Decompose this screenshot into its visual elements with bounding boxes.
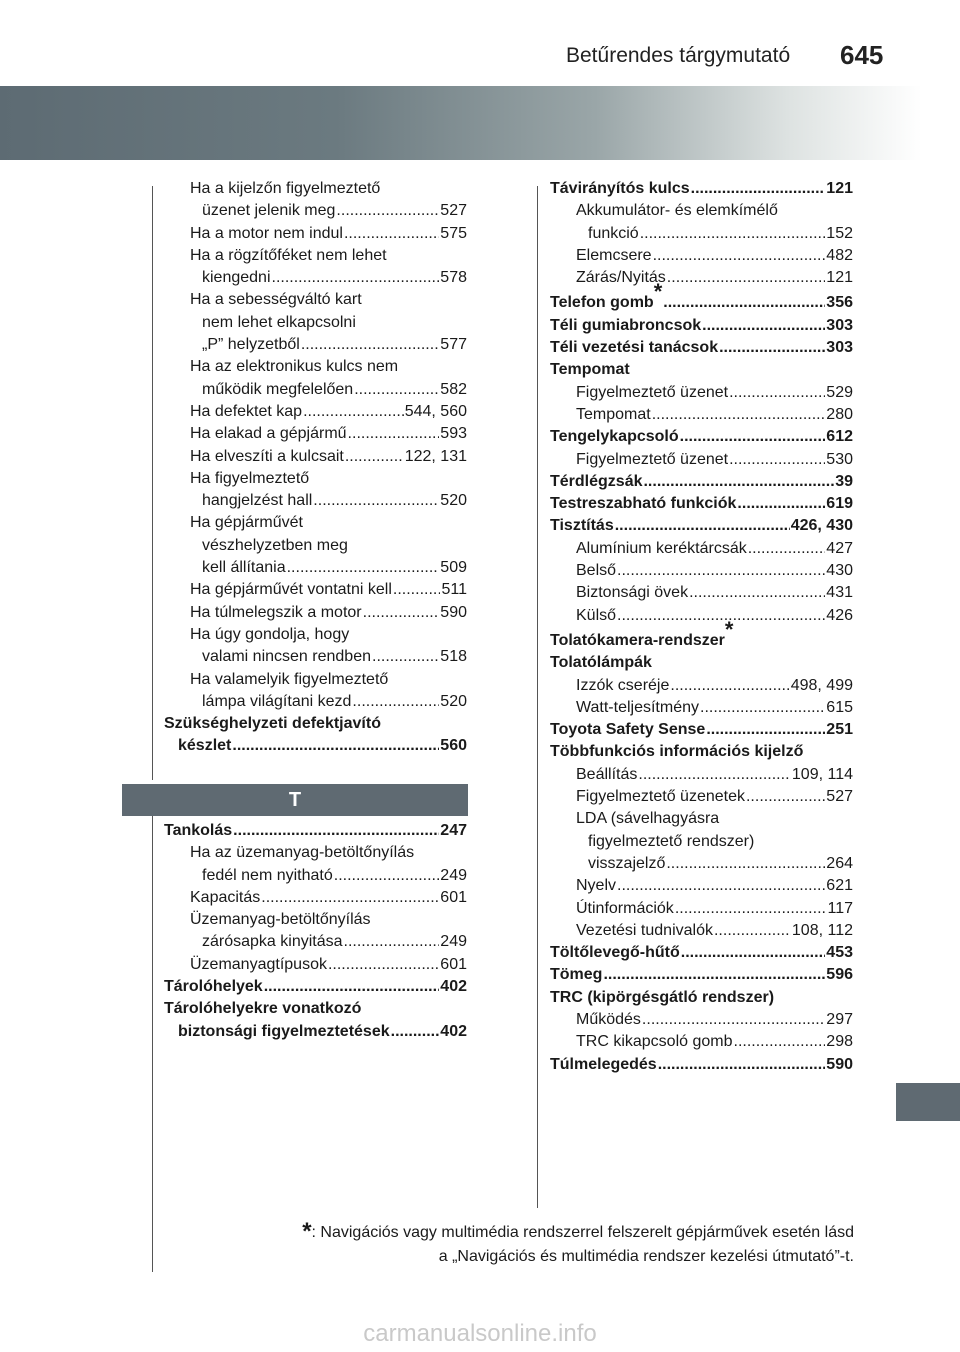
index-entry (550, 719, 853, 741)
dot-leader (663, 292, 825, 314)
index-entry (550, 987, 853, 1009)
index-entry-page: 297 (826, 1010, 853, 1028)
index-entry (550, 964, 853, 986)
index-entry (164, 735, 467, 757)
index-entry-page: 426, 430 (790, 517, 853, 535)
index-entry (550, 538, 853, 560)
index-entry-page: 527 (826, 788, 853, 806)
footnote-line-2 (439, 1248, 854, 1266)
index-entry (164, 669, 467, 691)
index-entry-text: lámpa világítani kezd (202, 692, 352, 710)
dot-leader (642, 1009, 825, 1031)
index-entry (164, 557, 467, 579)
dot-leader (334, 865, 440, 887)
index-entry-text: Tankolás (164, 822, 233, 839)
dot-leader (617, 560, 825, 582)
index-entry (550, 426, 853, 448)
dot-leader (264, 976, 440, 998)
index-entry-page: 356 (826, 294, 853, 312)
index-entry-text: Ha a kijelzőn figyelmeztető (190, 180, 381, 197)
index-entry-text: Tisztítás (550, 517, 614, 535)
index-entry-text: Figyelmeztető üzenet (576, 450, 729, 468)
index-entry-text: valami nincsen rendben (202, 648, 371, 666)
index-entry (164, 713, 467, 735)
footnote-reference-mark: * (653, 279, 663, 305)
index-entry (164, 976, 467, 998)
index-entry-page: 303 (826, 339, 853, 357)
index-entry-text: nem lehet elkapcsolni (202, 313, 356, 331)
index-entry-page: 431 (826, 584, 853, 602)
index-entry (550, 1031, 853, 1053)
dot-leader (702, 315, 825, 337)
page-number: 645 (840, 40, 884, 70)
index-entry-page: 498, 499 (790, 676, 853, 694)
index-entry-text: Ha túlmelegszik a motor (190, 603, 362, 621)
header-band (0, 86, 960, 160)
dot-leader (729, 449, 825, 471)
index-entry (550, 764, 853, 786)
index-entry-text: Figyelmeztető üzenetek (576, 788, 745, 806)
index-entry (164, 535, 467, 557)
dot-leader (301, 334, 439, 356)
index-entry-text: Térdlégzsák (550, 472, 643, 490)
index-entry-text: Ha elveszíti a kulcsait (190, 447, 344, 465)
index-entry (550, 382, 853, 404)
index-entry-page: 601 (440, 955, 467, 973)
dot-leader (680, 426, 826, 448)
index-entry-page: 520 (440, 692, 467, 710)
index-entry-text: Ha valamelyik figyelmeztető (190, 670, 389, 688)
index-entry (164, 865, 467, 887)
index-entry-text: Külső (576, 606, 617, 624)
index-entry-page: 249 (440, 866, 467, 884)
center-column-rule (537, 186, 538, 1208)
index-entry (550, 359, 853, 381)
index-entry (164, 579, 467, 601)
dot-leader (617, 875, 825, 897)
index-entry-text: visszajelző (588, 854, 666, 872)
index-entry-text: Tárolóhelyek (164, 978, 263, 996)
index-entry-page: 590 (826, 1055, 853, 1073)
index-entry-text: TRC (kipörgésgátló rendszer) (550, 988, 775, 1006)
dot-leader (603, 964, 825, 986)
index-entry-text: Működés (576, 1010, 641, 1028)
index-entry (550, 675, 853, 697)
index-entry-page: 619 (826, 495, 853, 513)
index-entry (164, 446, 467, 468)
index-entry-text: biztonsági figyelmeztetések (178, 1022, 390, 1040)
index-entry (550, 831, 853, 853)
index-entry-text: Ha elakad a gépjármű (190, 425, 347, 443)
index-entry-page: 530 (826, 450, 853, 468)
index-entry (550, 560, 853, 582)
index-entry-text: Alumínium keréktárcsák (576, 539, 747, 557)
index-entry (550, 605, 853, 627)
index-entry (164, 512, 467, 534)
index-entry (164, 490, 467, 512)
dot-leader (261, 887, 439, 909)
index-entry-text: Kapacitás (190, 888, 261, 906)
dot-leader (706, 719, 825, 741)
index-entry (164, 312, 467, 334)
index-entry-text: Testreszabható funkciók (550, 495, 737, 513)
index-entry (164, 178, 467, 200)
index-entry-text: Figyelmeztető üzenet (576, 383, 729, 401)
dot-leader (344, 931, 440, 953)
dot-leader (689, 582, 825, 604)
index-entry-text: Téli gumiabroncsok (550, 316, 702, 334)
index-entry (164, 646, 467, 668)
index-entry-page: 578 (440, 269, 467, 287)
index-entry (550, 267, 853, 289)
dot-leader (328, 954, 439, 976)
dot-leader (675, 898, 827, 920)
index-entry (164, 624, 467, 646)
index-entry (550, 808, 853, 830)
index-entry-text: Vezetési tudnivalók (576, 921, 713, 939)
index-entry-page: 298 (826, 1033, 853, 1051)
index-entry (550, 404, 853, 426)
index-entry (550, 449, 853, 471)
index-entry (164, 909, 467, 931)
left-column-rule (152, 186, 153, 780)
index-entry (164, 423, 467, 445)
dot-leader (348, 423, 440, 445)
chapter-side-tab (896, 1083, 960, 1121)
index-entry-text: Távirányítós kulcs (550, 180, 690, 197)
index-entry-text: figyelmeztető rendszer) (588, 832, 755, 850)
index-entry-page: 117 (827, 899, 853, 917)
index-entry-page: 560 (440, 737, 467, 755)
index-entry (550, 493, 853, 515)
section-title: Betűrendes tárgymutató (566, 44, 791, 67)
index-entry-text: Ha defektet kap (190, 402, 303, 420)
dot-leader (393, 579, 441, 601)
dot-leader (666, 853, 825, 875)
footnote-reference-mark: * (724, 616, 734, 642)
index-entry-page: 303 (826, 316, 853, 334)
watermark: carmanualsonline.info (363, 1320, 597, 1347)
index-entry (550, 697, 853, 719)
index-entry (550, 223, 853, 245)
index-entry-text: Üzemanyag-betöltőnyílás (190, 911, 371, 929)
index-entry-text: Ha az elektronikus kulcs nem (190, 358, 399, 376)
dot-leader (336, 200, 439, 222)
dot-leader (372, 646, 439, 668)
index-entry-text: kell állítania (202, 559, 286, 577)
index-entry-page: 249 (440, 933, 467, 951)
index-entry-page: 590 (440, 603, 467, 621)
index-entry-text: Többfunkciós információs kijelző (550, 743, 804, 761)
index-entry-text: Ha a sebességváltó kart (190, 291, 362, 309)
dot-leader (748, 538, 826, 560)
dot-leader (734, 1031, 826, 1053)
dot-leader (352, 691, 439, 713)
index-entry-page: 402 (440, 978, 467, 996)
index-entry-text: Töltőlevegő-hűtő (550, 944, 680, 962)
dot-leader (615, 515, 790, 537)
footnote-marker: * (302, 1218, 312, 1245)
index-entry (550, 786, 853, 808)
index-entry (164, 820, 467, 842)
index-entry-text: Belső (576, 562, 617, 580)
index-entry-text: Ha gépjárművét (190, 514, 303, 532)
index-entry-page: 601 (440, 888, 467, 906)
index-entry-text: hangjelzést hall (202, 492, 313, 510)
index-entry-page: 121 (826, 269, 853, 287)
index-entry (550, 616, 853, 652)
index-entry (164, 691, 467, 713)
index-column-left-top (164, 178, 467, 758)
index-entry-text: Tömeg (550, 966, 603, 984)
dot-leader (344, 223, 439, 245)
index-entry-page: 577 (440, 336, 467, 354)
dot-leader (287, 557, 440, 579)
index-entry-text: Üzemanyagtípusok (190, 955, 327, 973)
index-entry-page: 511 (441, 581, 467, 599)
index-entry-text: Zárás/Nyitás (576, 269, 666, 287)
index-entry-text: Útinformációk (576, 899, 674, 917)
dot-leader (729, 382, 825, 404)
index-entry (550, 875, 853, 897)
index-entry-text: Elemcsere (576, 246, 652, 264)
index-entry-text: „P” helyzetből (202, 336, 300, 354)
index-entry-page: 152 (826, 224, 853, 242)
index-entry (164, 998, 467, 1020)
index-entry-text: LDA (sávelhagyásra (576, 810, 720, 828)
index-entry (164, 887, 467, 909)
index-entry (164, 602, 467, 624)
index-entry (550, 920, 853, 942)
dot-leader (232, 735, 439, 757)
dot-leader (746, 786, 825, 808)
index-entry-page: 482 (826, 246, 853, 264)
index-entry-page: 280 (826, 405, 853, 423)
index-entry-text: Ha gépjárművét vontatni kell (190, 581, 392, 599)
index-entry (550, 1054, 853, 1076)
dot-leader (670, 675, 789, 697)
index-entry-page: 251 (826, 721, 853, 739)
index-entry-page: 529 (826, 383, 853, 401)
index-entry (164, 289, 467, 311)
index-entry (550, 741, 853, 763)
index-entry-page: 575 (440, 224, 467, 242)
index-entry-page: 402 (440, 1022, 467, 1040)
index-entry-page: 247 (440, 822, 467, 839)
index-entry-text: Túlmelegedés (550, 1055, 657, 1073)
footnote-text-1: : Navigációs vagy multimédia rendszerrel felszerelt gépjárművek esetén lásd (311, 1224, 854, 1241)
dot-leader (652, 404, 826, 426)
index-entry (550, 582, 853, 604)
dot-leader (714, 920, 791, 942)
index-entry (550, 853, 853, 875)
index-entry-text: Ha az üzemanyag-betöltőnyílás (190, 844, 415, 862)
index-entry-page: 109, 114 (791, 765, 853, 783)
index-entry-page: 121 (826, 180, 853, 197)
index-entry (550, 1009, 853, 1031)
dot-leader (233, 820, 439, 842)
index-entry-text: Biztonsági övek (576, 584, 689, 602)
index-entry (164, 931, 467, 953)
index-entry-text: Ha figyelmeztető (190, 469, 310, 487)
index-entry-text: Ha úgy gondolja, hogy (190, 625, 350, 643)
index-entry (550, 471, 853, 493)
index-entry-page: 615 (826, 698, 853, 716)
index-entry-text: fedél nem nyitható (202, 866, 333, 884)
index-entry-page: 39 (835, 472, 853, 490)
index-entry-text: Nyelv (576, 877, 617, 895)
index-entry (164, 334, 467, 356)
index-entry-page: 426 (826, 606, 853, 624)
dot-leader (691, 178, 826, 200)
index-entry-page: 544, 560 (404, 402, 467, 420)
index-entry-page: 453 (826, 944, 853, 962)
dot-leader (643, 471, 834, 493)
index-entry-page: 582 (440, 380, 467, 398)
index-entry-page: 430 (826, 562, 853, 580)
index-entry-text: Izzók cseréje (576, 676, 670, 694)
index-entry (164, 200, 467, 222)
index-entry-text: vészhelyzetben meg (202, 536, 348, 554)
dot-leader (272, 267, 440, 289)
index-entry-page: 108, 112 (791, 921, 853, 939)
dot-leader (653, 245, 826, 267)
index-entry-page: 518 (440, 648, 467, 666)
footnote-line-1 (302, 1218, 854, 1246)
dot-leader (638, 764, 791, 786)
index-entry-text: funkció (588, 224, 639, 242)
dot-leader (363, 602, 440, 624)
index-entry (164, 245, 467, 267)
index-column-right (550, 178, 853, 1076)
index-entry-page: 612 (826, 428, 853, 446)
dot-leader (391, 1021, 440, 1043)
index-entry (164, 379, 467, 401)
section-letter-header: T (122, 784, 468, 816)
dot-leader (303, 401, 404, 423)
dot-leader (667, 267, 826, 289)
left-column-rule-lower (152, 816, 153, 1272)
index-entry-text: Szükséghelyzeti defektjavító (164, 715, 381, 733)
index-entry-text: készlet (178, 737, 232, 755)
dot-leader (681, 942, 826, 964)
index-entry-text: Akkumulátor- és elemkímélő (576, 202, 778, 220)
index-entry-page: 427 (826, 539, 853, 557)
index-entry-text: Tolatólámpák (550, 654, 652, 672)
index-entry-text: Tárolóhelyekre vonatkozó (164, 1000, 362, 1018)
dot-leader (640, 223, 826, 245)
index-entry (164, 401, 467, 423)
index-entry-text: TRC kikapcsoló gomb (576, 1033, 733, 1051)
index-entry-page: 264 (826, 854, 853, 872)
dot-leader (719, 337, 825, 359)
index-entry-text: Ha a motor nem indul (190, 224, 343, 242)
index-entry-text: Téli vezetési tanácsok (550, 339, 719, 357)
index-entry-page: 527 (440, 202, 467, 220)
index-entry (164, 1021, 467, 1043)
index-entry (550, 315, 853, 337)
index-entry-text: Tempomat (550, 361, 630, 379)
index-entry-text: Beállítás (576, 765, 638, 783)
index-entry-page: 596 (826, 966, 853, 984)
index-entry-text: Tengelykapcsoló (550, 428, 679, 446)
dot-leader (700, 697, 825, 719)
index-entry (164, 468, 467, 490)
index-entry (550, 245, 853, 267)
index-entry (164, 223, 467, 245)
index-entry-text: üzenet jelenik meg (202, 202, 336, 220)
index-entry-page: 122, 131 (404, 447, 467, 465)
index-entry-text: Tolatókamera-rendszer (550, 631, 725, 649)
index-entry (164, 267, 467, 289)
index-entry (550, 515, 853, 537)
dot-leader (658, 1054, 826, 1076)
page-header (0, 0, 960, 76)
index-entry-text: Watt-teljesítmény (576, 698, 699, 716)
index-entry-page: 621 (826, 877, 853, 895)
index-entry-text: Telefon gomb (550, 294, 654, 312)
index-column-left-bottom (164, 820, 467, 1043)
index-entry-text: Toyota Safety Sense (550, 721, 706, 739)
footnote-text-2: a „Navigációs és multimédia rendszer kezelési útmutató”-t. (438, 1248, 854, 1265)
index-entry (550, 898, 853, 920)
dot-leader (354, 379, 439, 401)
index-entry-text: kiengedni (202, 269, 271, 287)
dot-leader (737, 493, 825, 515)
dot-leader (345, 446, 404, 468)
index-entry (550, 178, 853, 200)
index-entry-page: 509 (440, 559, 467, 577)
dot-leader (313, 490, 439, 512)
index-entry (550, 337, 853, 359)
index-entry (164, 356, 467, 378)
index-entry (550, 652, 853, 674)
index-entry (550, 279, 853, 314)
index-entry-text: zárósapka kinyitása (202, 933, 343, 951)
index-entry-page: 520 (440, 492, 467, 510)
index-entry-text: működik megfelelően (202, 380, 354, 398)
index-entry (164, 954, 467, 976)
index-entry (550, 200, 853, 222)
dot-leader (617, 605, 825, 627)
index-entry-text: Tempomat (576, 405, 651, 423)
index-entry-page: 593 (440, 425, 467, 443)
index-entry (550, 942, 853, 964)
index-entry (164, 842, 467, 864)
index-entry-text: Ha a rögzítőféket nem lehet (190, 246, 387, 264)
